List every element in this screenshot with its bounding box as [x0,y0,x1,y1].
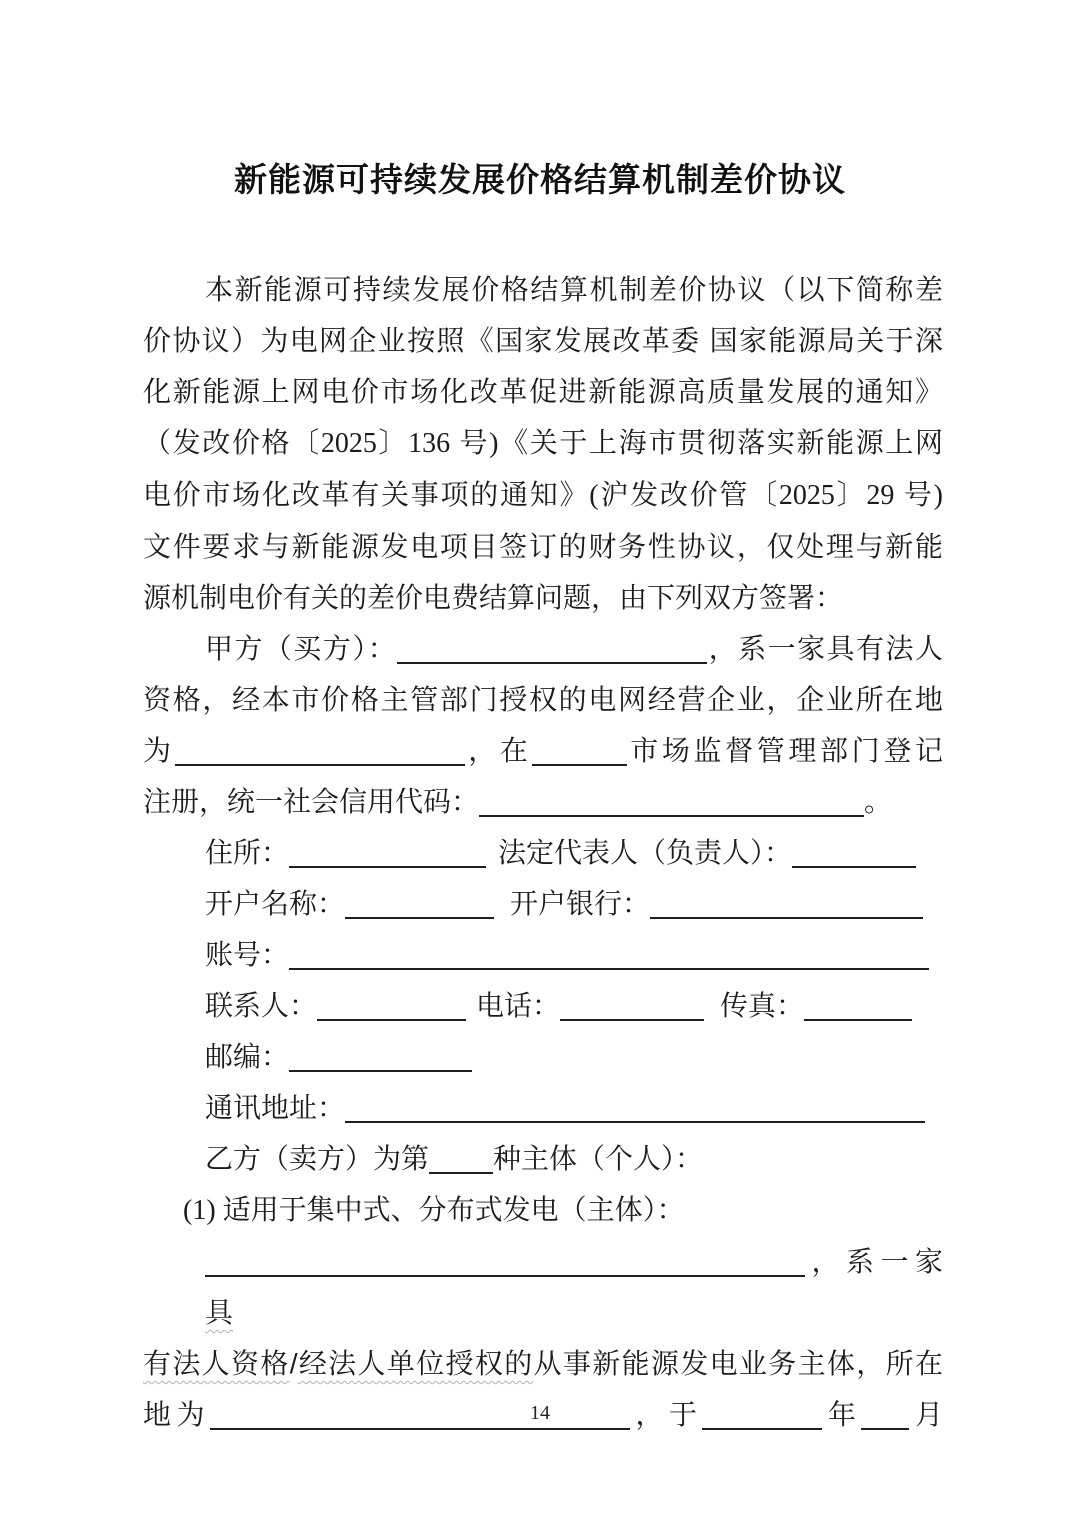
text-run: 。 [864,786,893,817]
document-line [143,929,943,980]
text-run: 电话： [476,990,561,1021]
text-run: 种主体（个人）： [493,1143,704,1174]
blank-field [479,785,864,817]
blank-field [429,1142,493,1174]
blank-field [804,989,912,1021]
text-run: 资格，经本市价格主管部门授权的电网经营企业，企业所在地 [143,684,943,715]
text-run: 为 [143,735,175,766]
text-run: 号 [450,427,490,458]
document-line [143,366,943,417]
text-run: 电价市场化改革有关事项的通知》 [143,479,590,510]
text-run: 号 [894,479,934,510]
text-run: 月 [909,1399,943,1430]
blank-field [560,989,704,1021]
document-line [143,1031,943,1082]
text-run: 注册，统一社会信用代码： [143,786,480,817]
text-run: 年 [822,1399,862,1430]
document-line [143,417,943,469]
gap-spacer [494,912,510,913]
document-line [143,521,943,572]
blank-field [317,989,466,1021]
text-run: 传真： [720,990,805,1021]
document-line [143,264,943,315]
document-line [143,315,943,366]
text-run: 价协议）为电网企业按照《国家发展改革委 国家能源局关于深 [143,325,943,356]
text-run: 法定代表人（负责人）： [498,837,793,868]
text-run: ，在 [464,735,532,766]
text-run: 账号： [205,939,290,970]
text-run: 开户银行： [510,888,651,919]
document-line [143,1184,943,1236]
blank-field [532,734,627,766]
text-run: 136 [408,428,451,459]
text-run: 市场监督管理部门登记 [626,735,943,766]
text-run: 〕 [376,427,409,458]
text-run: ，于 [630,1399,703,1430]
document-line [143,1133,943,1184]
text-run: 通讯地址： [205,1092,346,1123]
text-run: 2025 [320,428,377,459]
text-run: 《关于上海市贯彻落实新能源上网 [498,427,943,458]
text-run: ( [589,480,599,511]
text-run: 开户名称： [205,888,346,919]
document-line [143,623,943,674]
text-run: 文件要求与新能源发电项目签订的财务性协议，仅处理与新能 [143,531,943,562]
text-run: ) [933,480,943,511]
text-run: 源机制电价有关的差价电费结算问题，由下列双方签署： [143,582,844,613]
document-body [143,264,943,1440]
text-run: 乙方（卖方）为第 [205,1143,430,1174]
text-run: 有法人资格 [143,1348,290,1379]
text-run: 适用于集中式、分布式发电（主体）： [222,1194,685,1225]
text-run: 邮编： [205,1041,290,1072]
text-run: 2025 [778,480,835,511]
text-run: 化新能源上网电价市场化改革促进新能源高质量发展的通知》 [143,376,943,407]
text-run: 29 [866,480,895,511]
text-run: （发改价格〔 [143,427,321,458]
text-run: 具 [205,1297,234,1328]
text-run: 〕 [834,479,867,510]
text-run: 地为 [143,1399,210,1430]
text-run: 本新能源可持续发展价格结算机制差价协议（以下简称差 [205,274,943,305]
text-run: (1) [183,1195,223,1226]
text-run: ，系一家 [805,1246,943,1277]
gap-spacer [486,861,498,862]
blank-field [650,887,923,919]
document-line [143,1236,943,1338]
document-line [143,674,943,725]
text-run: 甲方（买方）： [205,633,398,664]
blank-field [345,887,494,919]
blank-field [175,734,465,766]
document-line [143,827,943,878]
document-title: 新能源可持续发展价格结算机制差价协议 [234,161,846,198]
document-line [143,572,943,623]
document-line [143,1338,943,1389]
page-number: 14 [530,1402,550,1424]
document-line [143,878,943,929]
text-run: ) [489,428,499,459]
document-line [143,980,943,1031]
document-line [143,1082,943,1133]
text-run: 住所： [205,837,290,868]
blank-field [289,1040,472,1072]
blank-field [345,1091,925,1123]
text-run: ，系一家具有法人 [707,633,943,664]
document-line [143,725,943,776]
blank-field [289,938,929,970]
text-run: 沪发改价管〔 [598,479,779,510]
blank-field [792,836,916,868]
text-run: 联系人： [205,990,318,1021]
document-line [143,469,943,521]
gap-spacer [466,1014,476,1015]
blank-field [397,632,707,664]
gap-spacer [704,1014,720,1015]
text-run: / [289,1348,298,1379]
text-run: 从事新能源发电业务主体，所在 [533,1348,943,1379]
blank-field [289,836,486,868]
blank-field [205,1245,805,1277]
text-run: 经法人单位授权的 [297,1348,534,1379]
document-line [143,776,943,827]
